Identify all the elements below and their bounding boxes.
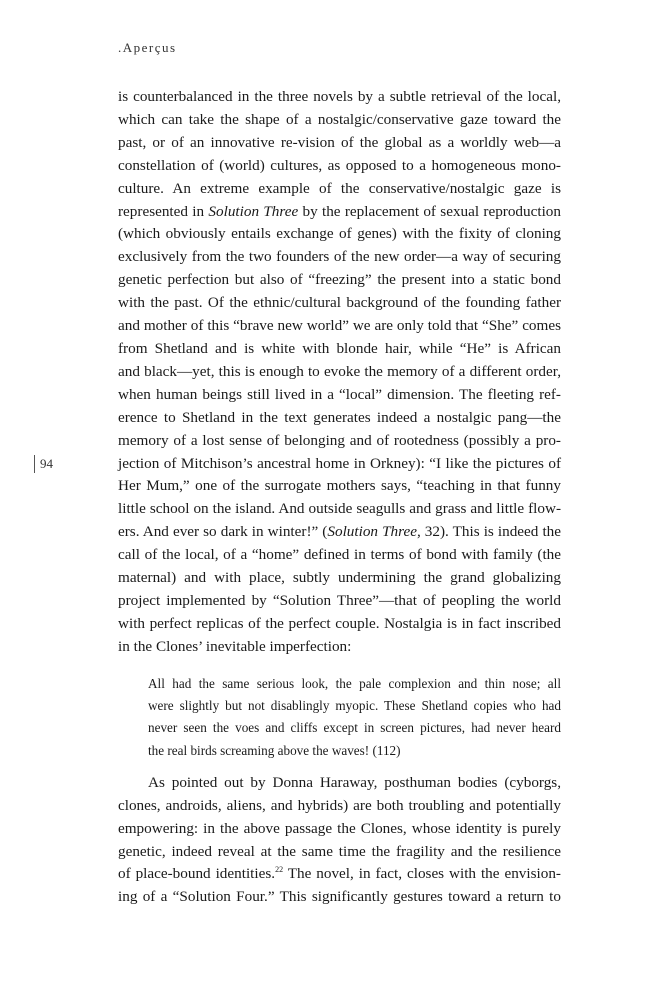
text-line [118,863,561,886]
text-run: Solution Three [208,202,299,220]
quote-line: never seen the voes and cliffs except in screen pictures, had never heard [148,720,561,736]
paragraph [118,86,561,659]
text-run: The novel, in fact, closes with the envision- [283,865,561,883]
text-line: when human beings still lived in a “local” dimension. The fleeting ref- [118,385,561,403]
text-line: genetic, indeed reveal at the same time the fragility and the resilience [118,842,561,860]
text-line: ing of a “Solution Four.” This significantly gestures toward a return to [118,888,561,906]
text-line: which can take the shape of a nostalgic/conservative gaze toward the [118,110,561,128]
text-run: 22 [275,865,284,875]
text-line: culture. An extreme example of the conservative/nostalgic gaze is [118,179,561,197]
block-quote [148,673,561,762]
text-run: ers. And ever so dark in winter!” ( [118,523,328,541]
text-line [118,201,561,224]
text-line: from Shetland and is white with blonde hair, while “He” is African [118,339,561,357]
text-line: maternal) and with place, subtly undermining the grand globalizing [118,569,561,587]
text-line: with the past. Of the ethnic/cultural background of the founding father [118,294,561,312]
text-line [118,521,561,544]
text-line: erence to Shetland in the text generates indeed a nostalgic pang—the [118,408,561,426]
quote-line: were slightly but not disablingly myopic. These Shetland copies who had [148,697,561,713]
text-line: and mother of this “brave new world” we are only told that “She” comes [118,317,561,335]
text-line: clones, androids, aliens, and hybrids) are both troubling and potentially [118,796,561,814]
text-run: by the replacement of sexual reproduction [298,202,561,220]
text-line: exclusively from the two founders of the new order—a way of securing [118,248,561,266]
text-line: jection of Mitchison’s ancestral home in Orkney): “I like the pictures of [118,454,561,472]
body-text [118,86,561,909]
text-line: in the Clones’ inevitable imperfection: [118,637,352,655]
text-line: genetic perfection but also of “freezing” the present into a static bond [118,271,561,289]
text-line: past, or of an innovative re-vision of the global as a worldly web—a [118,133,561,151]
text-line: As pointed out by Donna Haraway, posthuman bodies (cyborgs, [148,773,561,791]
text-line: constellation of (world) cultures, as opposed to a homogeneous mono- [118,156,561,174]
paragraph [118,772,561,909]
text-line: Her Mum,” one of the surrogate mothers says, “teaching in that funny [118,477,561,495]
running-head: .Aperçus [118,40,177,55]
text-run: represented in [118,202,209,220]
text-line: call of the local, of a “home” defined in terms of bond with family (the [118,546,561,564]
text-line: empowering: in the above passage the Clones, whose identity is purely [118,819,561,837]
text-run: Solution Three [327,523,417,541]
text-line: and black—yet, this is enough to evoke the memory of a different order, [118,362,561,380]
text-line: is counterbalanced in the three novels by a subtle retrieval of the local, [118,88,561,105]
text-line: memory of a lost sense of belonging and of rootedness (possibly a pro- [118,431,561,449]
quote-line: All had the same serious look, the pale complexion and thin nose; all [148,675,561,691]
text-line: project implemented by “Solution Three”—that of peopling the world [118,591,561,609]
text-run: , 32). This is indeed the [416,523,561,541]
text-line: (which obviously entails exchange of genes) with the fixity of cloning [118,225,561,243]
text-line: little school on the island. And outside seagulls and grass and little flow- [118,500,561,518]
page-number: 94 [34,455,53,473]
text-line: with perfect replicas of the perfect couple. Nostalgia is in fact inscribed [118,614,561,632]
text-run: of place-bound identities. [118,865,276,883]
quote-line: the real birds screaming above the waves! (112) [148,742,401,758]
